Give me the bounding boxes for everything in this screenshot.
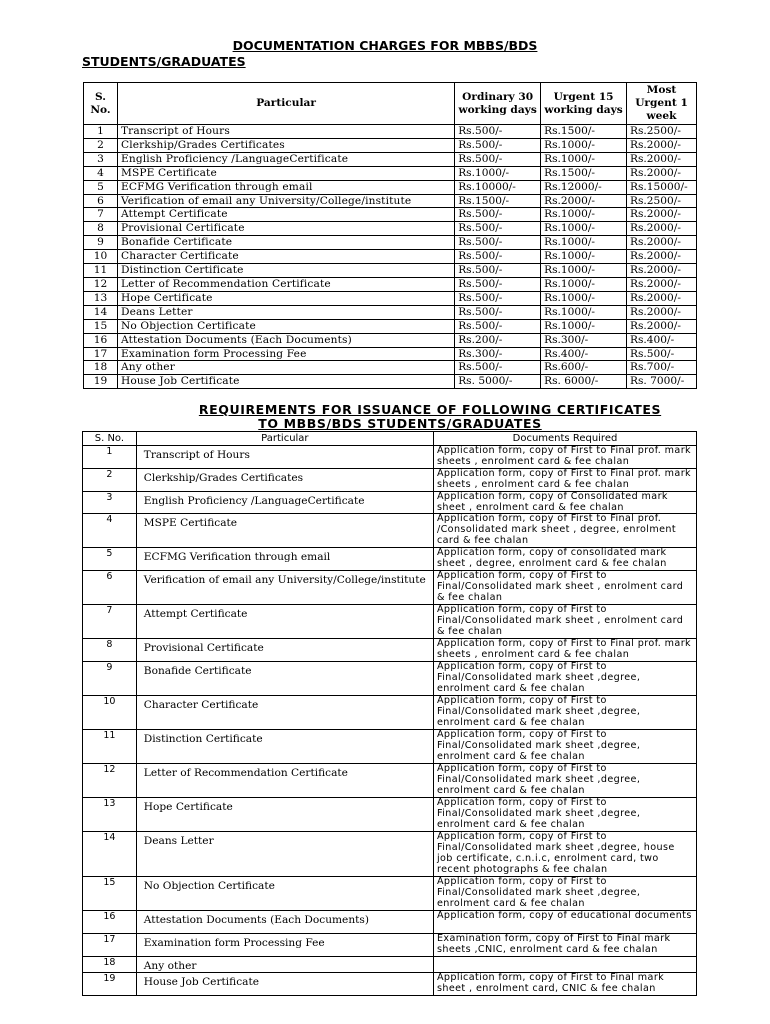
requirements-cell-particular: English Proficiency /LanguageCertificate xyxy=(136,491,433,514)
charges-header-particular: Particular xyxy=(117,83,454,125)
charges-row xyxy=(84,236,697,250)
requirements-row xyxy=(83,491,697,514)
charges-cell-particular: Distinction Certificate xyxy=(117,264,454,278)
requirements-cell-documents: Examination form, copy of First to Final mark sheets ,CNIC, enrolment card & fee chalan xyxy=(433,934,696,957)
charges-row xyxy=(84,277,697,291)
requirements-row xyxy=(83,605,697,639)
charges-cell-most-urgent: Rs. 7000/- xyxy=(627,375,697,389)
charges-cell-sno: 14 xyxy=(84,305,118,319)
charges-header-urgent: Urgent 15 working days xyxy=(541,83,627,125)
requirements-title-line1: REQUIREMENTS FOR ISSUANCE OF FOLLOWING CERTIFICATES xyxy=(198,402,662,417)
charges-cell-urgent: Rs.1000/- xyxy=(541,208,627,222)
requirements-cell-documents: Application form, copy of First to Final/Consolidated mark sheet ,degree, enrolment card & fee chalan xyxy=(433,798,696,832)
requirements-cell-documents: Application form, copy of First to Final mark sheet , enrolment card, CNIC & fee chalan xyxy=(433,973,696,996)
requirements-table xyxy=(82,431,697,996)
charges-row xyxy=(84,319,697,333)
requirements-cell-particular: Letter of Recommendation Certificate xyxy=(136,764,433,798)
charges-title-line2: STUDENTS/GRADUATES xyxy=(82,54,246,69)
charges-cell-particular: Any other xyxy=(117,361,454,375)
charges-cell-sno: 13 xyxy=(84,291,118,305)
charges-row xyxy=(84,333,697,347)
charges-table xyxy=(83,82,697,389)
requirements-cell-particular: Any other xyxy=(136,957,433,973)
charges-cell-urgent: Rs.1000/- xyxy=(541,222,627,236)
requirements-row xyxy=(83,730,697,764)
charges-cell-most-urgent: Rs.500/- xyxy=(627,347,697,361)
requirements-cell-documents: Application form, copy of First to Final/Consolidated mark sheet , enrolment card & fee chalan xyxy=(433,605,696,639)
charges-cell-ordinary: Rs.300/- xyxy=(455,347,541,361)
charges-cell-sno: 7 xyxy=(84,208,118,222)
requirements-cell-documents: Application form, copy of First to Final/Consolidated mark sheet , enrolment card & fee chalan xyxy=(433,571,696,605)
requirements-row xyxy=(83,911,697,934)
charges-header-ordinary: Ordinary 30 working days xyxy=(455,83,541,125)
charges-cell-urgent: Rs.1500/- xyxy=(541,166,627,180)
charges-cell-ordinary: Rs.500/- xyxy=(455,264,541,278)
charges-cell-urgent: Rs.1000/- xyxy=(541,264,627,278)
charges-cell-most-urgent: Rs.15000/- xyxy=(627,180,697,194)
charges-row xyxy=(84,375,697,389)
requirements-header-sno: S. No. xyxy=(83,432,137,446)
requirements-cell-particular: Character Certificate xyxy=(136,696,433,730)
requirements-cell-documents: Application form, copy of consolidated mark sheet , degree, enrolment card & fee chalan xyxy=(433,548,696,571)
requirements-cell-documents: Application form, copy of First to Final/Consolidated mark sheet ,degree, enrolment card & fee chalan xyxy=(433,877,696,911)
charges-cell-sno: 8 xyxy=(84,222,118,236)
requirements-cell-sno: 5 xyxy=(83,548,137,571)
requirements-cell-sno: 11 xyxy=(83,730,137,764)
charges-cell-particular: No Objection Certificate xyxy=(117,319,454,333)
charges-cell-most-urgent: Rs.2000/- xyxy=(627,208,697,222)
charges-cell-most-urgent: Rs.2000/- xyxy=(627,152,697,166)
charges-cell-sno: 10 xyxy=(84,250,118,264)
requirements-cell-sno: 7 xyxy=(83,605,137,639)
requirements-cell-sno: 1 xyxy=(83,446,137,469)
charges-cell-most-urgent: Rs.2000/- xyxy=(627,236,697,250)
requirements-cell-sno: 18 xyxy=(83,957,137,973)
requirements-row xyxy=(83,957,697,973)
charges-cell-particular: Hope Certificate xyxy=(117,291,454,305)
charges-cell-urgent: Rs.12000/- xyxy=(541,180,627,194)
charges-cell-most-urgent: Rs.2000/- xyxy=(627,166,697,180)
charges-cell-particular: Clerkship/Grades Certificates xyxy=(117,138,454,152)
charges-cell-sno: 18 xyxy=(84,361,118,375)
charges-cell-most-urgent: Rs.2000/- xyxy=(627,250,697,264)
charges-cell-sno: 9 xyxy=(84,236,118,250)
requirements-cell-sno: 19 xyxy=(83,973,137,996)
charges-cell-particular: ECFMG Verification through email xyxy=(117,180,454,194)
requirements-row xyxy=(83,514,697,548)
charges-cell-ordinary: Rs.500/- xyxy=(455,236,541,250)
requirements-cell-particular: No Objection Certificate xyxy=(136,877,433,911)
charges-row xyxy=(84,250,697,264)
charges-cell-sno: 12 xyxy=(84,277,118,291)
charges-cell-urgent: Rs.1000/- xyxy=(541,236,627,250)
charges-row xyxy=(84,264,697,278)
charges-cell-sno: 2 xyxy=(84,138,118,152)
charges-row xyxy=(84,152,697,166)
charges-cell-particular: Bonafide Certificate xyxy=(117,236,454,250)
charges-cell-most-urgent: Rs.2000/- xyxy=(627,138,697,152)
requirements-row xyxy=(83,832,697,877)
requirements-row xyxy=(83,973,697,996)
charges-cell-ordinary: Rs.500/- xyxy=(455,250,541,264)
requirements-cell-particular: Bonafide Certificate xyxy=(136,662,433,696)
charges-cell-most-urgent: Rs.2000/- xyxy=(627,319,697,333)
requirements-cell-documents: Application form, copy of First to Final prof. /Consolidated mark sheet , degree, enrolment card & fee chalan xyxy=(433,514,696,548)
charges-cell-ordinary: Rs.500/- xyxy=(455,208,541,222)
charges-cell-ordinary: Rs.10000/- xyxy=(455,180,541,194)
requirements-cell-sno: 15 xyxy=(83,877,137,911)
charges-cell-ordinary: Rs.200/- xyxy=(455,333,541,347)
charges-cell-most-urgent: Rs.700/- xyxy=(627,361,697,375)
charges-cell-sno: 4 xyxy=(84,166,118,180)
charges-cell-particular: Provisional Certificate xyxy=(117,222,454,236)
charges-cell-most-urgent: Rs.2000/- xyxy=(627,277,697,291)
charges-cell-ordinary: Rs.500/- xyxy=(455,291,541,305)
requirements-cell-sno: 3 xyxy=(83,491,137,514)
charges-cell-sno: 1 xyxy=(84,125,118,139)
requirements-cell-documents: Application form, copy of First to Final/Consolidated mark sheet ,degree, enrolment card & fee chalan xyxy=(433,696,696,730)
charges-row xyxy=(84,138,697,152)
charges-cell-most-urgent: Rs.2000/- xyxy=(627,222,697,236)
charges-row xyxy=(84,194,697,208)
charges-cell-urgent: Rs.1000/- xyxy=(541,319,627,333)
charges-cell-particular: Verification of email any University/College/institute xyxy=(117,194,454,208)
requirements-cell-sno: 16 xyxy=(83,911,137,934)
requirements-row xyxy=(83,639,697,662)
charges-cell-most-urgent: Rs.400/- xyxy=(627,333,697,347)
charges-cell-sno: 19 xyxy=(84,375,118,389)
requirements-row xyxy=(83,548,697,571)
charges-cell-particular: Attestation Documents (Each Documents) xyxy=(117,333,454,347)
charges-cell-particular: MSPE Certificate xyxy=(117,166,454,180)
charges-header-most-urgent: Most Urgent 1 week xyxy=(627,83,697,125)
charges-cell-sno: 16 xyxy=(84,333,118,347)
requirements-cell-sno: 12 xyxy=(83,764,137,798)
requirements-cell-documents: Application form, copy of First to Final prof. mark sheets , enrolment card & fee chalan xyxy=(433,468,696,491)
requirements-cell-sno: 14 xyxy=(83,832,137,877)
charges-cell-urgent: Rs.1000/- xyxy=(541,250,627,264)
requirements-cell-documents: Application form, copy of First to Final prof. mark sheets , enrolment card & fee chalan xyxy=(433,446,696,469)
requirements-header-particular: Particular xyxy=(136,432,433,446)
requirements-cell-documents: Application form, copy of First to Final/Consolidated mark sheet ,degree, house job certificate, c.n.i.c, enrolment card, two recent photographs & fee chalan xyxy=(433,832,696,877)
requirements-cell-particular: Distinction Certificate xyxy=(136,730,433,764)
requirements-cell-particular: Attestation Documents (Each Documents) xyxy=(136,911,433,934)
charges-cell-urgent: Rs.1000/- xyxy=(541,291,627,305)
charges-cell-most-urgent: Rs.2000/- xyxy=(627,264,697,278)
charges-row xyxy=(84,361,697,375)
charges-row xyxy=(84,347,697,361)
charges-cell-particular: Deans Letter xyxy=(117,305,454,319)
requirements-cell-sno: 10 xyxy=(83,696,137,730)
charges-row xyxy=(84,125,697,139)
charges-cell-ordinary: Rs.500/- xyxy=(455,152,541,166)
charges-cell-particular: Attempt Certificate xyxy=(117,208,454,222)
charges-cell-sno: 3 xyxy=(84,152,118,166)
charges-cell-ordinary: Rs.500/- xyxy=(455,361,541,375)
charges-cell-particular: House Job Certificate xyxy=(117,375,454,389)
charges-row xyxy=(84,222,697,236)
charges-title xyxy=(82,38,688,70)
requirements-cell-sno: 6 xyxy=(83,571,137,605)
charges-row xyxy=(84,180,697,194)
charges-row xyxy=(84,291,697,305)
charges-cell-sno: 6 xyxy=(84,194,118,208)
charges-cell-particular: English Proficiency /LanguageCertificate xyxy=(117,152,454,166)
charges-row xyxy=(84,208,697,222)
charges-cell-sno: 5 xyxy=(84,180,118,194)
requirements-cell-particular: Deans Letter xyxy=(136,832,433,877)
requirements-cell-sno: 8 xyxy=(83,639,137,662)
charges-cell-urgent: Rs.600/- xyxy=(541,361,627,375)
requirements-cell-documents: Application form, copy of First to Final/Consolidated mark sheet ,degree, enrolment card & fee chalan xyxy=(433,764,696,798)
charges-cell-ordinary: Rs.1000/- xyxy=(455,166,541,180)
requirements-cell-particular: Provisional Certificate xyxy=(136,639,433,662)
charges-cell-urgent: Rs.300/- xyxy=(541,333,627,347)
charges-cell-ordinary: Rs. 5000/- xyxy=(455,375,541,389)
requirements-row xyxy=(83,468,697,491)
charges-cell-urgent: Rs.400/- xyxy=(541,347,627,361)
charges-cell-particular: Transcript of Hours xyxy=(117,125,454,139)
charges-cell-most-urgent: Rs.2500/- xyxy=(627,125,697,139)
charges-cell-urgent: Rs.1000/- xyxy=(541,152,627,166)
charges-cell-ordinary: Rs.500/- xyxy=(455,138,541,152)
requirements-cell-documents xyxy=(433,957,696,973)
requirements-row xyxy=(83,446,697,469)
requirements-cell-sno: 4 xyxy=(83,514,137,548)
requirements-cell-particular: Hope Certificate xyxy=(136,798,433,832)
charges-cell-urgent: Rs.1500/- xyxy=(541,125,627,139)
charges-cell-ordinary: Rs.500/- xyxy=(455,125,541,139)
charges-cell-particular: Character Certificate xyxy=(117,250,454,264)
requirements-cell-sno: 2 xyxy=(83,468,137,491)
requirements-cell-documents: Application form, copy of First to Final prof. mark sheets , enrolment card & fee chalan xyxy=(433,639,696,662)
charges-header-sno: S. No. xyxy=(84,83,118,125)
requirements-cell-particular: ECFMG Verification through email xyxy=(136,548,433,571)
requirements-cell-particular: House Job Certificate xyxy=(136,973,433,996)
charges-cell-particular: Letter of Recommendation Certificate xyxy=(117,277,454,291)
requirements-cell-sno: 9 xyxy=(83,662,137,696)
requirements-row xyxy=(83,764,697,798)
charges-cell-most-urgent: Rs.2000/- xyxy=(627,305,697,319)
charges-cell-ordinary: Rs.500/- xyxy=(455,222,541,236)
charges-cell-particular: Examination form Processing Fee xyxy=(117,347,454,361)
requirements-cell-particular: Verification of email any University/College/institute xyxy=(136,571,433,605)
charges-row xyxy=(84,305,697,319)
charges-cell-ordinary: Rs.1500/- xyxy=(455,194,541,208)
requirements-header-documents: Documents Required xyxy=(433,432,696,446)
requirements-cell-documents: Application form, copy of educational documents xyxy=(433,911,696,934)
charges-cell-ordinary: Rs.500/- xyxy=(455,277,541,291)
requirements-cell-documents: Application form, copy of First to Final/Consolidated mark sheet ,degree, enrolment card & fee chalan xyxy=(433,662,696,696)
requirements-cell-particular: Examination form Processing Fee xyxy=(136,934,433,957)
charges-cell-sno: 11 xyxy=(84,264,118,278)
requirements-row xyxy=(83,696,697,730)
charges-cell-most-urgent: Rs.2500/- xyxy=(627,194,697,208)
charges-cell-ordinary: Rs.500/- xyxy=(455,319,541,333)
requirements-row xyxy=(83,877,697,911)
charges-cell-urgent: Rs. 6000/- xyxy=(541,375,627,389)
requirements-cell-particular: Transcript of Hours xyxy=(136,446,433,469)
charges-cell-urgent: Rs.1000/- xyxy=(541,305,627,319)
requirements-title-line2: TO MBBS/BDS STUDENTS/GRADUATES xyxy=(258,416,542,431)
requirements-cell-documents: Application form, copy of Consolidated mark sheet , enrolment card & fee chalan xyxy=(433,491,696,514)
requirements-cell-documents: Application form, copy of First to Final/Consolidated mark sheet ,degree, enrolment card & fee chalan xyxy=(433,730,696,764)
requirements-row xyxy=(83,662,697,696)
charges-cell-ordinary: Rs.500/- xyxy=(455,305,541,319)
requirements-cell-particular: MSPE Certificate xyxy=(136,514,433,548)
requirements-cell-particular: Attempt Certificate xyxy=(136,605,433,639)
charges-cell-sno: 15 xyxy=(84,319,118,333)
charges-title-line1: DOCUMENTATION CHARGES FOR MBBS/BDS xyxy=(232,38,538,53)
requirements-cell-particular: Clerkship/Grades Certificates xyxy=(136,468,433,491)
requirements-cell-sno: 13 xyxy=(83,798,137,832)
charges-row xyxy=(84,166,697,180)
requirements-row xyxy=(83,798,697,832)
charges-cell-urgent: Rs.2000/- xyxy=(541,194,627,208)
requirements-title xyxy=(82,403,770,431)
charges-cell-urgent: Rs.1000/- xyxy=(541,138,627,152)
requirements-cell-sno: 17 xyxy=(83,934,137,957)
charges-cell-sno: 17 xyxy=(84,347,118,361)
requirements-row xyxy=(83,571,697,605)
charges-cell-urgent: Rs.1000/- xyxy=(541,277,627,291)
requirements-row xyxy=(83,934,697,957)
charges-cell-most-urgent: Rs.2000/- xyxy=(627,291,697,305)
